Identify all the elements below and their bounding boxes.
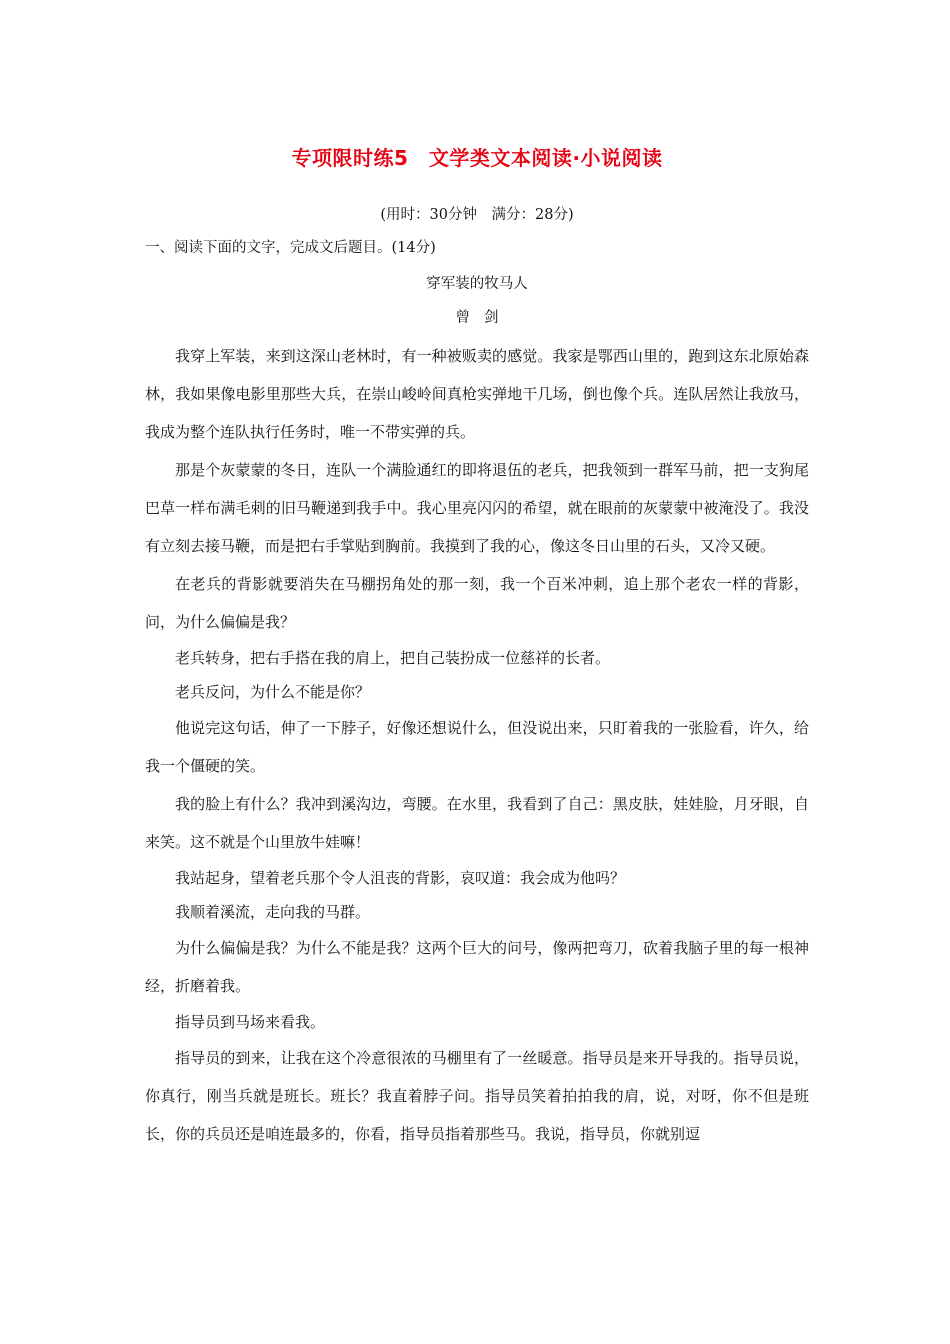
story-body bbox=[145, 337, 809, 1153]
paragraph: 在老兵的背影就要消失在马棚拐角处的那一刻，我一个百米冲刺，追上那个老农一样的背影，问，为什么偏偏是我？ bbox=[145, 575, 809, 631]
page-title: 专项限时练5 文学类文本阅读·小说阅读 bbox=[291, 146, 663, 170]
paragraph: 老兵反问，为什么不能是你？ bbox=[175, 683, 371, 701]
story-title: 穿军装的牧马人 bbox=[426, 276, 528, 292]
paragraph: 老兵转身，把右手搭在我的肩上，把自己装扮成一位慈祥的长者。 bbox=[175, 649, 611, 667]
paragraph: 我的脸上有什么？我冲到溪沟边，弯腰。在水里，我看到了自己：黑皮肤，娃娃脸，月牙眼，自来笑。这不就是个山里放牛娃嘛！ bbox=[145, 795, 809, 851]
paragraph: 我站起身，望着老兵那个令人沮丧的背影，哀叹道：我会成为他吗？ bbox=[175, 869, 626, 887]
paragraph: 我穿上军装，来到这深山老林时，有一种被贩卖的感觉。我家是鄂西山里的，跑到这东北原始森林，我如果像电影里那些大兵，在崇山峻岭间真枪实弹地干几场，倒也像个兵。连队居然让我放马，我成为整个连队执行任务时，唯一不带实弹的兵。 bbox=[145, 347, 809, 441]
section-instruction: 一、阅读下面的文字，完成文后题目。(14分) bbox=[145, 240, 436, 256]
paragraph: 为什么偏偏是我？为什么不能是我？这两个巨大的问号，像两把弯刀，砍着我脑子里的每一根神经，折磨着我。 bbox=[145, 939, 809, 995]
time-score-info: (用时：30分钟 满分：28分) bbox=[380, 207, 574, 223]
paragraph: 那是个灰蒙蒙的冬日，连队一个满脸通红的即将退伍的老兵，把我领到一群军马前，把一支狗尾巴草一样布满毛刺的旧马鞭递到我手中。我心里亮闪闪的希望，就在眼前的灰蒙蒙中被淹没了。我没有立刻去接马鞭，而是把右手掌贴到胸前。我摸到了我的心，像这冬日山里的石头，又冷又硬。 bbox=[145, 461, 809, 555]
paragraph: 我顺着溪流，走向我的马群。 bbox=[175, 903, 371, 921]
story-author: 曾剑 bbox=[455, 310, 513, 326]
paragraph: 指导员到马场来看我。 bbox=[175, 1013, 326, 1031]
paragraph: 他说完这句话，伸了一下脖子，好像还想说什么，但没说出来，只盯着我的一张脸看，许久，给我一个僵硬的笑。 bbox=[145, 719, 809, 775]
paragraph: 指导员的到来，让我在这个冷意很浓的马棚里有了一丝暖意。指导员是来开导我的。指导员说，你真行，刚当兵就是班长。班长？我直着脖子问。指导员笑着拍拍我的肩，说，对呀，你不但是班长，你的兵员还是咱连最多的，你看，指导员指着那些马。我说，指导员，你就别逗 bbox=[145, 1049, 809, 1143]
